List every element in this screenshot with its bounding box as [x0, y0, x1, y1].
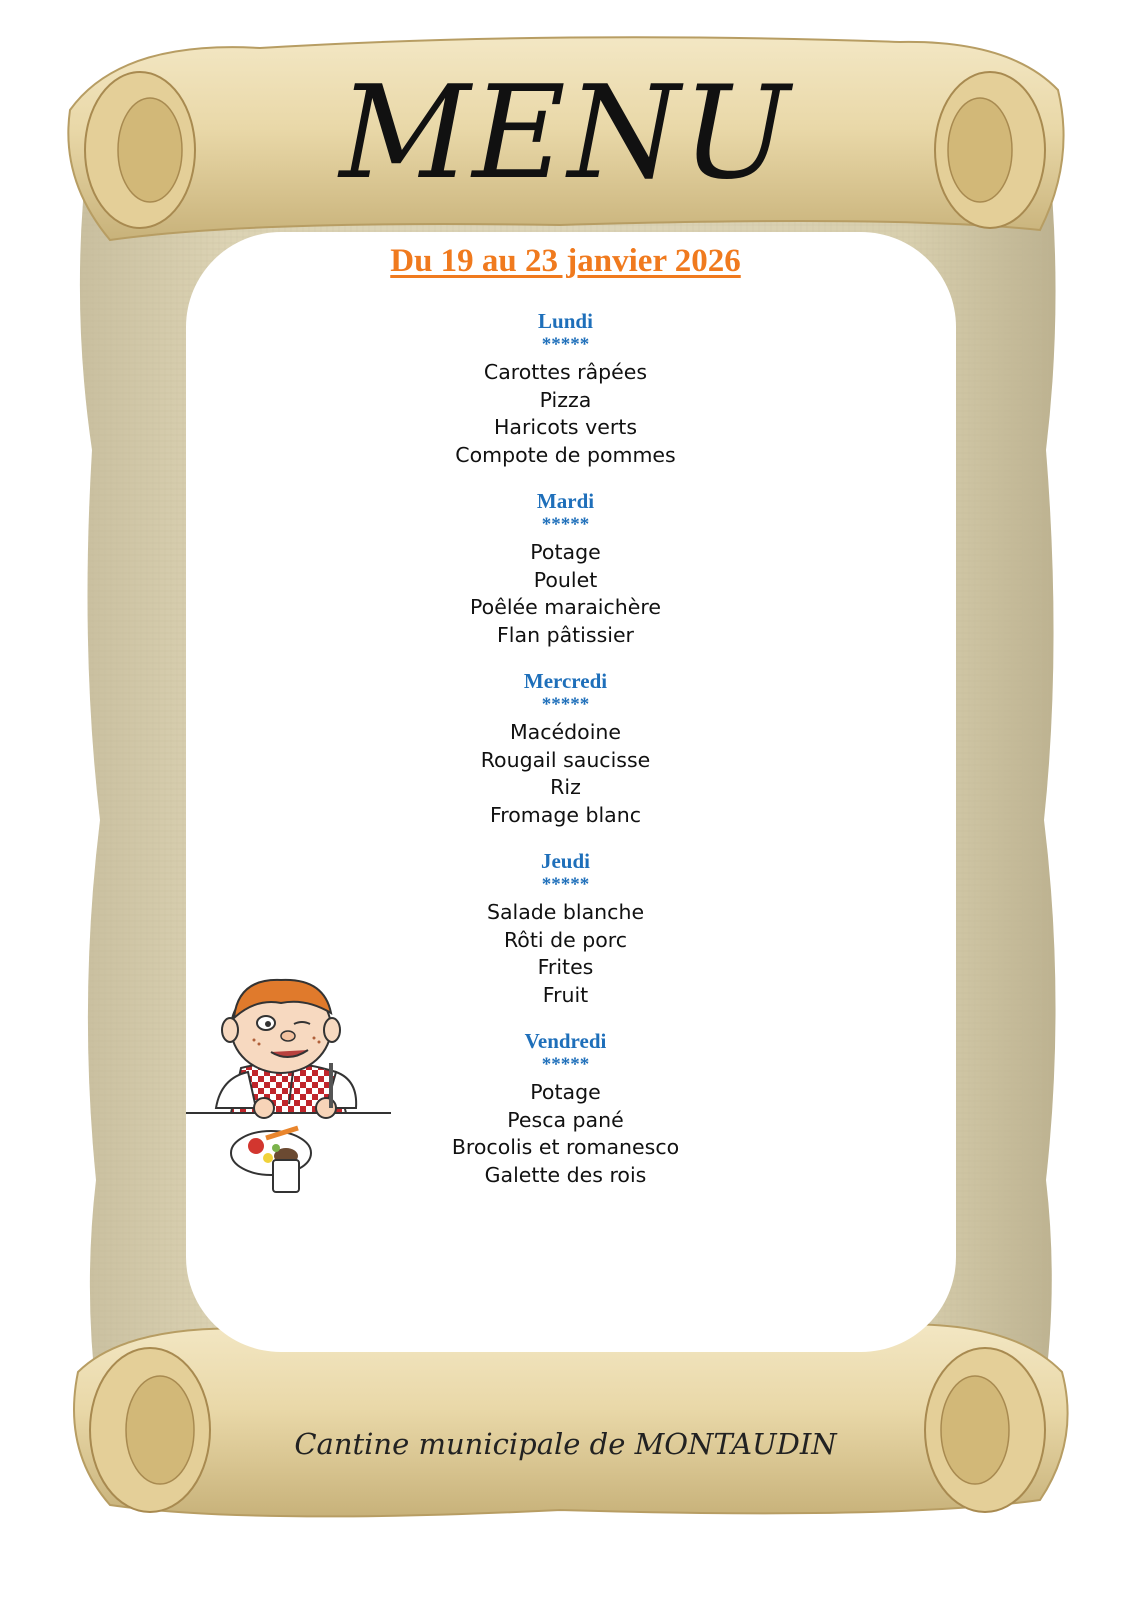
day-separator: ***** — [541, 694, 590, 715]
dish: Potage — [530, 540, 601, 564]
dish: Fromage blanc — [489, 802, 642, 827]
date-range-heading: Du 19 au 23 janvier 2026 — [390, 243, 741, 279]
day-thursday — [0, 848, 1131, 1009]
dish: Salade blanche — [486, 900, 645, 924]
day-name: Lundi — [538, 309, 593, 333]
weekly-menu — [0, 308, 1131, 1208]
dish: Pesca pané — [507, 1107, 624, 1132]
dish: Fruit — [542, 982, 589, 1007]
day-separator: ***** — [541, 334, 590, 355]
dish: Macédoine — [510, 720, 621, 744]
day-separator: ***** — [541, 874, 590, 895]
dish: Brocolis et romanesco — [451, 1135, 680, 1159]
dish: Frites — [537, 955, 594, 979]
footer-text: Cantine municipale de MONTAUDIN — [294, 1427, 837, 1461]
dish: Haricots verts — [493, 415, 638, 439]
dish: Pizza — [539, 387, 592, 412]
boy-eating-illustration — [186, 968, 396, 1223]
day-separator: ***** — [541, 514, 590, 535]
dish: Rôti de porc — [503, 927, 628, 952]
dish: Carottes râpées — [483, 360, 648, 384]
dish: Poêlée maraichère — [470, 595, 661, 619]
dish: Galette des rois — [484, 1162, 647, 1187]
dish: Flan pâtissier — [497, 622, 634, 647]
day-friday — [0, 1028, 1131, 1189]
dish: Compote de pommes — [455, 442, 676, 467]
dish: Potage — [530, 1080, 601, 1104]
day-separator: ***** — [541, 1054, 590, 1075]
day-tuesday — [0, 488, 1131, 649]
dish: Poulet — [533, 567, 598, 592]
dish: Riz — [550, 775, 581, 799]
day-wednesday — [0, 668, 1131, 829]
day-name: Mercredi — [523, 669, 608, 693]
dish: Rougail saucisse — [480, 747, 651, 772]
day-name: Vendredi — [524, 1029, 607, 1053]
day-name: Mardi — [536, 489, 595, 513]
day-name: Jeudi — [540, 849, 590, 873]
day-monday — [0, 308, 1131, 469]
menu-title: MENU — [339, 59, 792, 208]
